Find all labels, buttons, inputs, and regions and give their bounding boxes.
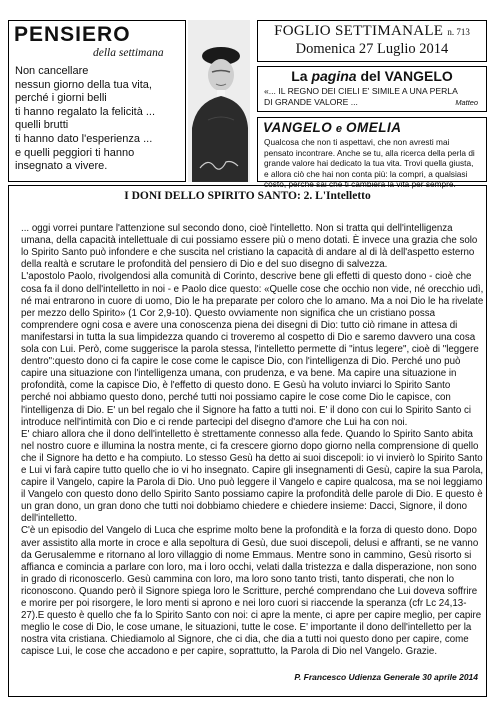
article-line: profondità, come la capisce Dio, è l'effetto di questo dono. E Gesù ha voluto inviarci lo Spirito Santo — [21, 380, 451, 392]
article-line: il Vangelo con questo dono dello Spirito Santo possiamo capire la profondità delle parole di Dio. E questo è — [21, 489, 483, 501]
article-line: capire il Vangelo, capire la Parola di Dio. Uno può leggere il Vangelo e capire qualcosa, ma se noi leggiamo — [21, 477, 483, 489]
omelia-line: Qualcosa che non ti aspettavi, che non avresti mai — [264, 137, 450, 147]
article-line — [21, 211, 483, 223]
omelia-text — [264, 137, 475, 190]
article-title: I DONI DELLO SPIRITO SANTO: 2. L'Intelletto — [124, 190, 371, 202]
article-line: della realtà e scrutare le profondità del pensiero di Dio e del suo disegno di salvezza. — [21, 259, 388, 271]
pensiero-line: Non cancellare — [15, 65, 89, 77]
vangelo-reference: Matteo — [455, 98, 478, 107]
article-line: 27).E questo è quello che fa lo Spirito Santo con noi: ci apre la mente, ci apre per capire meglio, per capire — [21, 610, 482, 622]
article-box — [8, 185, 487, 697]
article-line: capire una situazione con l'intelligenza umana, con prudenza, e va bene. Ma capire una situazione in — [21, 368, 457, 380]
pensiero-title: PENSIERO — [14, 23, 131, 46]
omelia-line: grande valore hai dedicato la tua vita. Trovi quella giusta, — [264, 158, 474, 169]
article-line: manifestarsi in tutta la sua limpidezza quando ci troveremo al cospetto di Dio e saremo davvero una cosa — [21, 331, 476, 343]
article-line: che il Signore ha detto e ha compiuto. Lo stesso Gesù ha detto ai suoi discepoli: io vi invierò lo Spirito Santo — [21, 452, 483, 464]
issue-number: n. 713 — [447, 27, 470, 37]
vangelo-title-post: del VANGELO — [356, 68, 453, 84]
article-line: nel nostro cuore e illumina la nostra mente, ci fa crescere giorno dopo giorno nella comprensione di quello — [21, 440, 479, 452]
article-line: in grado di riconoscerlo. Gesù cammina con loro, ma loro sono tanto tristi, tanto disperati, che non lo — [21, 573, 455, 585]
article-line: per mezzo dello Spirito» (1 Cor 2,9-10). Questo ovviamente non significa che un cristiano possa — [21, 307, 436, 319]
article-line: ... oggi vorrei puntare l'attenzione sul secondo dono, cioè l'intelletto. Non si tratta qui dell'intelligenza — [21, 223, 453, 235]
article-body — [21, 211, 483, 658]
article-line: l'intelligenza di Dio. E' un bel regalo che il Signore ha fatto a tutti noi. E' il dono con cui lo Spirito Santo ci — [21, 404, 472, 416]
article-line: introduce nell'intimità con Dio e ci rende partecipi del disegno d'amore che Lui ha con noi. — [21, 416, 408, 428]
foglio-header-box — [257, 20, 487, 62]
pensiero-line: nessun giorno della tua vita, — [15, 78, 152, 91]
article-line: affianca e comincia a parlare con loro, ma i loro occhi, velati dalla tristezza e dalla disperazione, non sono — [21, 561, 477, 573]
article-line: riconoscono. Quando però il Signore spiega loro le Scritture, perché comprendano che Lui doveva soffrire — [21, 585, 478, 597]
omelia-title — [263, 120, 402, 135]
article-line: aver assistito alla morte in croce e alla sepoltura di Gesù, due suoi discepoli, delusi e affranti, se ne vanno — [21, 537, 479, 549]
vangelo-title — [258, 68, 486, 84]
foglio-title: FOGLIO SETTIMANALE — [274, 23, 444, 39]
foglio-title-line — [258, 23, 486, 40]
pensiero-text — [15, 65, 155, 174]
article-line: comprendere ogni cosa e avere una conoscenza piena dei disegni di Dio: tutto ciò rimane in attesa di — [21, 319, 458, 331]
issue-date: Domenica 27 Luglio 2014 — [295, 41, 449, 57]
article-line: dentro":questo dono ci fa capire le cose come le capisce Dio, con l'intelligenza di Dio. Perché uno può — [21, 356, 461, 368]
pensiero-line: perché i giorni belli — [15, 92, 107, 105]
article-line: da Gerusalemme e ritornano al loro villaggio di nome Emmaus. Mentre sono in cammino, Gesù risorto si — [21, 549, 472, 561]
article-line: L'apostolo Paolo, rivolgendosi alla comunità di Corinto, descrive bene gli effetti di questo dono - cioè che — [21, 271, 472, 283]
pensiero-subtitle: della settimana — [93, 47, 164, 59]
article-line: umana, della capacità intellettuale di cui possiamo essere più o meno dotati. È invece una grazia che solo — [21, 235, 478, 247]
pensiero-box — [8, 20, 186, 182]
article-line: dell'intelletto. — [21, 513, 78, 525]
article-line: C'è un episodio del Vangelo di Luca che esprime molto bene la profondità e la forza di questo dono. Dopo — [21, 525, 477, 537]
article-line: nostra vita cristiana. Chiediamolo al Signore, che ci dia, che dia a tutti noi questo dono per capire, come — [21, 634, 469, 646]
article-line: perché noi abbiamo questo dono, perché tutti noi possiamo capire le cose come Dio le capisce, con — [21, 392, 451, 404]
omelia-line: costo, perché sai che ti cambierà la vita per sempre. — [264, 179, 456, 190]
omelia-box — [257, 117, 487, 190]
omelia-line: e allora ciò che hai non conta più: la compri, a qualsiasi — [264, 168, 468, 179]
pensiero-line: quelli brutti — [15, 119, 69, 132]
pensiero-line: insegnato a vivere. — [15, 160, 108, 173]
vangelo-box — [257, 66, 487, 112]
vangelo-quote-line2: DI GRANDE VALORE ... — [264, 96, 358, 107]
pensiero-line: ti hanno dato l'esperienza ... — [15, 132, 153, 145]
omelia-title-a: VANGELO — [263, 120, 333, 135]
article-line: e morire per poi risorgere, le loro menti si aprono e nei loro cuori si riaccende la speranza (cfr Lc 24,13- — [21, 598, 467, 609]
article-signature: P. Francesco Udienza Generale 30 aprile 2014 — [294, 672, 478, 682]
article-line: meglio le cose di Dio, le cose umane, le situazioni, tutte le cose. E' importante il dono dell'intelletto per la — [21, 622, 472, 634]
omelia-title-b: OMELIA — [346, 120, 402, 135]
omelia-line: pensato incontrare. Anche se tu, alla ricerca della perla di — [264, 147, 475, 158]
article-line: lo Spirito Santo può infondere e che suscita nel cristiano la capacità di andare al di là dell'aspetto esterno — [21, 247, 475, 259]
article-line: cosa fa il dono dell'intelletto in noi - e Paolo dice questo: «Quelle cose che occhio non vide, né orecchio udì, — [21, 283, 484, 295]
pensiero-line: ti hanno regalato la felicità ... — [15, 105, 156, 118]
article-line: sola con Lui. Però, come suggerisce la parola stessa, l'intelletto permette di "intus legere", cioè di "leggere — [21, 344, 479, 356]
omelia-title-e: e — [332, 123, 346, 135]
pensiero-line: e quelli peggiori ti hanno — [15, 146, 135, 159]
article-line: e Lui vi farà capire tutto quello che io vi ho insegnato. Capire gli insegnamenti di Gesù, capire la sua Parola, — [21, 464, 484, 476]
vangelo-title-pre: La — [291, 68, 312, 84]
priest-portrait-photo — [188, 20, 250, 182]
vangelo-quote-line1: «... IL REGNO DEI CIELI E' SIMILE A UNA PERLA — [264, 86, 458, 96]
article-line: né mai entrarono in cuore di uomo, Dio le ha preparate per coloro che lo amano. Ma a noi Dio le ha rivelate — [21, 295, 484, 307]
vangelo-title-em: pagina — [311, 68, 357, 84]
article-line: un gran dono, un gran dono che tutti noi dobbiamo chiedere e chiedere insieme: Dacci, Signore, il dono — [21, 501, 468, 513]
article-line: E' chiaro allora che il dono dell'intelletto è strettamente connesso alla fede. Quando lo Spirito Santo abita — [21, 428, 473, 440]
article-line: capisce Lui, le cose che accadono e per capire, soprattutto, la Parola di Dio nel Vangelo. Grazie. — [21, 646, 438, 658]
